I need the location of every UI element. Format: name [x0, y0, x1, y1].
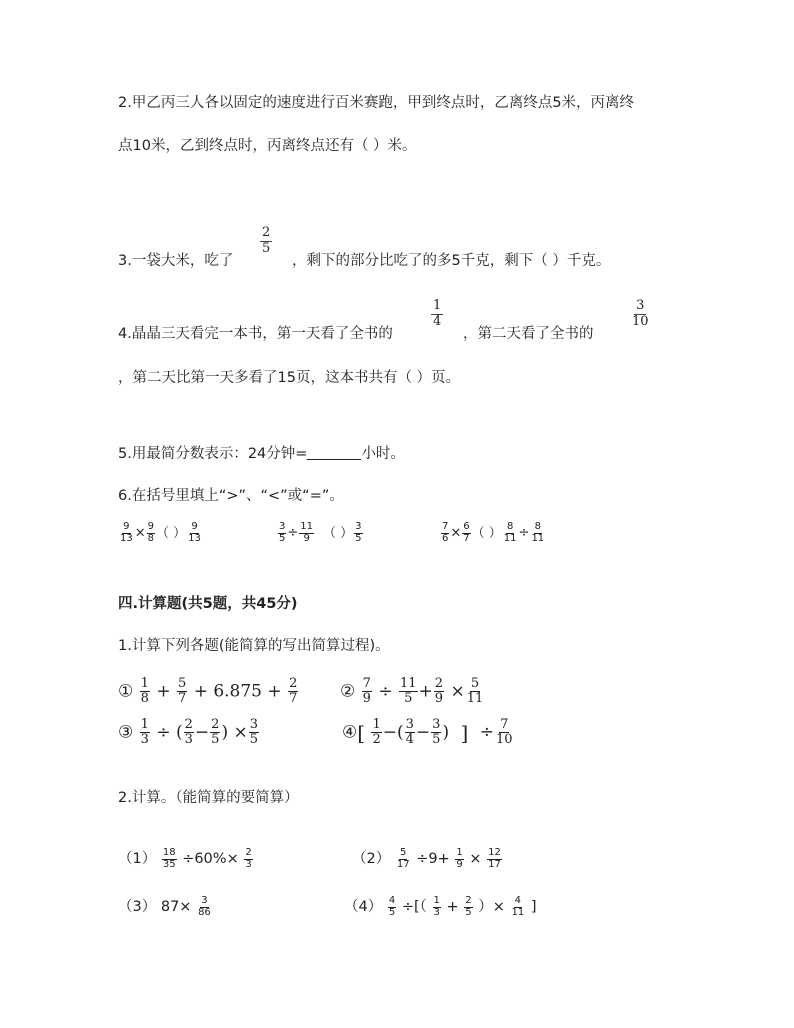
- paren: (: [397, 722, 404, 743]
- c2-problem-1: [118, 848, 254, 870]
- frac-den: 6: [442, 532, 449, 544]
- q3-text-a: 3.一袋大米，吃了: [118, 253, 234, 269]
- operator: ÷: [287, 525, 299, 541]
- frac-den: 9: [362, 691, 371, 707]
- q4-line2: ，第二天比第一天多看了15页，这本书共有（ ）页。: [118, 370, 461, 386]
- expr-text: 87×: [160, 899, 192, 915]
- frac-den: 5: [432, 732, 441, 748]
- q2-line1: 2.甲乙丙三人各以固定的速度进行百米赛跑，甲到终点时，乙离终点5米，丙离终: [118, 95, 635, 111]
- frac-num: 1: [433, 895, 440, 906]
- frac-num: 9: [123, 521, 130, 532]
- expr-text: + 6.875 +: [193, 681, 282, 702]
- problem-label: （4）: [344, 899, 383, 915]
- frac-num: 3: [201, 895, 208, 906]
- frac-num: 5: [178, 676, 187, 691]
- frac-num: 3: [279, 521, 286, 532]
- frac-den: 7: [289, 691, 298, 707]
- frac-num: 7: [500, 717, 509, 732]
- frac-num: 8: [506, 521, 514, 532]
- operator: −: [382, 722, 397, 743]
- frac-num: 3: [405, 717, 414, 732]
- frac-den: 11: [503, 532, 517, 544]
- frac-den: 2: [372, 732, 381, 748]
- frac-num: 3: [249, 717, 259, 732]
- q6-title: 6.在括号里填上“>”、“<”或“=”。: [118, 488, 344, 504]
- operator: ×: [450, 525, 462, 541]
- c1-problem-4: [342, 718, 515, 748]
- frac-den: 17: [488, 858, 501, 870]
- c2-problem-3: [118, 896, 213, 918]
- frac-den: 11: [531, 532, 545, 544]
- frac-den: 9: [456, 858, 463, 870]
- frac-num: 1: [140, 676, 149, 691]
- c2-problem-4: [344, 896, 537, 918]
- frac-den: 7: [178, 691, 187, 707]
- frac-den: 5: [249, 732, 259, 748]
- q6-expr-2: [277, 522, 364, 544]
- q4-frac2-num: 3: [636, 298, 645, 313]
- problem-label: ②: [340, 681, 356, 702]
- q4-fraction-2: [630, 299, 651, 328]
- bracket: ]: [530, 899, 537, 915]
- operator: +: [418, 681, 433, 702]
- frac-den: 86: [198, 906, 211, 918]
- frac-den: 10: [495, 732, 513, 748]
- section-heading: 四.计算题(共5题，共45分): [118, 596, 298, 612]
- problem-label: ④: [342, 722, 358, 743]
- paren: ): [442, 722, 450, 743]
- q5-text-a: 5.用最简分数表示：24分钟=: [118, 446, 308, 462]
- q4-frac1-den: 4: [433, 313, 442, 329]
- c1-problem-1: [118, 677, 299, 707]
- q5-text-b: 小时。: [361, 446, 405, 462]
- frac-num: 4: [388, 895, 396, 906]
- q5-answer-blank[interactable]: [307, 458, 361, 460]
- expr-text: ÷60%×: [182, 851, 239, 867]
- frac-num: 2: [245, 847, 252, 858]
- q4-text-a: 4.晶晶三天看完一本书，第一天看了全书的: [118, 326, 393, 342]
- q6-expr-1: [118, 522, 203, 544]
- frac-num: 2: [465, 895, 472, 906]
- frac-num: 9: [147, 521, 155, 532]
- frac-den: 9: [303, 532, 310, 544]
- frac-num: 18: [162, 847, 176, 858]
- frac-den: 7: [463, 532, 470, 544]
- operator: +: [156, 681, 171, 702]
- frac-num: 5: [470, 676, 480, 691]
- frac-den: 5: [388, 906, 396, 918]
- operator: ×: [469, 851, 482, 867]
- frac-num: 6: [463, 521, 470, 532]
- operator: ÷: [156, 722, 171, 743]
- operator: −: [194, 722, 210, 743]
- frac-den: 13: [120, 532, 133, 544]
- bracket: ]: [460, 720, 469, 745]
- frac-den: 13: [188, 532, 201, 544]
- problem-label: ①: [118, 681, 134, 702]
- frac-num: 2: [211, 717, 220, 732]
- frac-num: 7: [442, 521, 449, 532]
- expr-text: ÷9+: [416, 851, 450, 867]
- frac-den: 8: [140, 691, 149, 707]
- frac-num: 5: [400, 847, 407, 858]
- frac-num: 3: [432, 717, 441, 732]
- frac-num: 2: [184, 717, 193, 732]
- expr-text: ）×: [478, 899, 505, 915]
- c1-problem-2: [340, 677, 485, 707]
- operator: ÷: [378, 681, 393, 702]
- frac-num: 9: [191, 521, 198, 532]
- q4-fraction-1: [430, 299, 444, 328]
- frac-num: 2: [434, 676, 444, 691]
- operator: −: [415, 722, 431, 743]
- frac-den: 3: [433, 906, 440, 918]
- frac-den: 8: [147, 532, 155, 544]
- frac-den: 11: [466, 691, 484, 707]
- frac-num: 1: [140, 717, 149, 732]
- frac-den: 3: [140, 732, 149, 748]
- frac-num: 1: [456, 847, 463, 858]
- operator: ÷: [479, 722, 494, 743]
- q5-line: [118, 447, 405, 462]
- frac-den: 11: [511, 906, 525, 918]
- c1-title: 1.计算下列各题(能简算的写出简算过程)。: [118, 638, 390, 654]
- q3-frac-den: 5: [262, 240, 271, 256]
- q6-expr-3: [440, 522, 546, 544]
- frac-num: 2: [289, 676, 298, 691]
- c1-problem-3: [118, 718, 260, 748]
- q4-frac1-num: 1: [433, 298, 442, 313]
- frac-den: 5: [355, 532, 362, 544]
- c2-problem-2: [352, 848, 503, 870]
- operator: ÷: [518, 525, 530, 541]
- problem-label: （3）: [118, 899, 157, 915]
- c2-title: 2.计算。（能简算的要简算）: [118, 790, 299, 806]
- frac-den: 3: [245, 858, 252, 870]
- frac-den: 9: [434, 691, 444, 707]
- frac-num: 7: [362, 676, 371, 691]
- frac-num: 4: [514, 895, 522, 906]
- frac-num: 11: [300, 521, 314, 532]
- frac-den: 17: [396, 858, 410, 870]
- frac-den: 5: [279, 532, 286, 544]
- q3-text-b: ，剩下的部分比吃了的多5千克，剩下（ ）千克。: [292, 253, 611, 269]
- problem-label: ③: [118, 722, 134, 743]
- q4-frac2-den: 10: [632, 313, 649, 329]
- problem-label: （1）: [118, 851, 157, 867]
- answer-paren[interactable]: （ ）: [323, 525, 354, 541]
- answer-paren[interactable]: （ ）: [156, 525, 187, 541]
- operator: +: [446, 899, 459, 915]
- answer-paren[interactable]: （ ）: [471, 525, 502, 541]
- q3-fraction: [259, 226, 273, 255]
- frac-den: 5: [211, 732, 220, 748]
- frac-num: 12: [488, 847, 501, 858]
- frac-den: 35: [162, 858, 176, 870]
- frac-num: 8: [534, 521, 541, 532]
- frac-num: 1: [372, 717, 381, 732]
- q2-line2: 点10米，乙到终点时，丙离终点还有（ ）米。: [118, 138, 417, 154]
- paren: ): [221, 722, 229, 743]
- frac-den: 5: [404, 691, 413, 707]
- problem-label: （2）: [352, 851, 391, 867]
- expr-text: ÷[（: [401, 899, 427, 915]
- paren: (: [176, 722, 183, 743]
- frac-den: 4: [405, 732, 414, 748]
- bracket: [: [357, 720, 366, 745]
- frac-den: 3: [184, 732, 193, 748]
- q3-frac-num: 2: [262, 225, 271, 240]
- frac-num: 3: [355, 521, 362, 532]
- frac-den: 5: [465, 906, 472, 918]
- operator: ×: [134, 525, 146, 541]
- operator: ×: [450, 681, 465, 702]
- operator: ×: [233, 722, 248, 743]
- frac-num: 11: [400, 676, 417, 691]
- q4-text-b: ，第二天看了全书的: [463, 326, 594, 342]
